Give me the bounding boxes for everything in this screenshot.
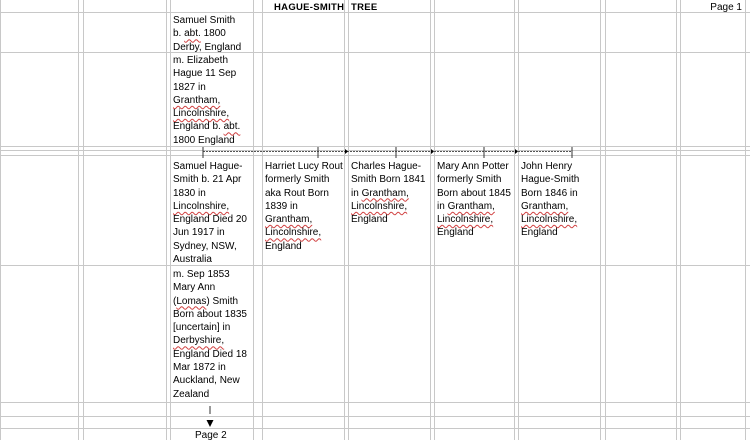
entry-text: 1800 England xyxy=(173,134,235,146)
entry-text: John Henry Hague-Smith Born 1846 in xyxy=(521,161,580,199)
continuation-page-link[interactable]: Page 2 xyxy=(195,430,227,441)
entry-text: England xyxy=(437,227,474,239)
entry-text: England xyxy=(521,227,558,239)
child-entry-john-henry xyxy=(521,160,601,240)
spellcheck-flagged-text: Lomas xyxy=(176,295,207,307)
entry-text: ) Smith Born about 1835 [uncertain] in xyxy=(173,295,247,334)
entry-text: England b. xyxy=(173,121,221,133)
child-entry-samuel xyxy=(173,160,255,266)
child-entry-charles xyxy=(351,160,433,226)
page-number: Page 1 xyxy=(710,2,742,13)
spellcheck-flagged-text: Grantham, xyxy=(361,187,409,199)
entry-text: Samuel Smith b. xyxy=(173,15,236,40)
entry-text: Samuel Hague- Smith b. 21 Apr 1830 in xyxy=(173,161,243,199)
spellcheck-flagged-text: Grantham, xyxy=(447,200,495,212)
spellcheck-flagged-text: Lincolnshire, xyxy=(265,227,322,239)
spellcheck-flagged-text: Lincolnshire, xyxy=(437,214,494,226)
spellcheck-flagged-text: Derbyshire, xyxy=(173,335,225,347)
entry-text: 1800 Derby, England xyxy=(173,28,242,53)
tree-title-left: HAGUE-SMITH xyxy=(274,2,345,13)
child-entry-mary-ann xyxy=(437,160,517,240)
entry-text: England xyxy=(265,240,302,252)
entry-text: Charles Hague- Smith Born 1841 in xyxy=(351,161,426,199)
entry-text: England Died 18 Mar 1872 in Auckland, New Zealand xyxy=(173,348,247,400)
spellcheck-flagged-text: abt. xyxy=(223,121,241,133)
spouse-entry xyxy=(173,268,255,401)
spellcheck-flagged-text: Lincolnshire, xyxy=(173,108,230,120)
entry-text: Harriet Lucy Rout formerly Smith aka Rout Born 1839 in xyxy=(265,161,343,212)
tree-title-right: TREE xyxy=(351,2,378,13)
entry-text: England xyxy=(351,214,388,226)
spellcheck-flagged-text: Lincolnshire, xyxy=(521,214,578,226)
entry-text: m. Sep 1853 Mary Ann ( xyxy=(173,269,230,307)
spellcheck-flagged-text: Lincolnshire, xyxy=(173,200,230,212)
entry-text: England Died 20 Jun 1917 in Sydney, NSW, Australia xyxy=(173,214,247,266)
child-entry-harriet xyxy=(265,160,347,253)
entry-text: m. Elizabeth Hague 11 Sep 1827 in xyxy=(173,55,237,93)
entry-text: Mary Ann Potter formerly Smith Born about 1845 in xyxy=(437,161,511,212)
spellcheck-flagged-text: Grantham, xyxy=(521,200,569,212)
spellcheck-flagged-text: Grantham, xyxy=(173,94,221,106)
spellcheck-flagged-text: Grantham, xyxy=(265,214,313,226)
spellcheck-flagged-text: Lincolnshire, xyxy=(351,200,408,212)
spellcheck-flagged-text: abt. xyxy=(184,28,201,40)
